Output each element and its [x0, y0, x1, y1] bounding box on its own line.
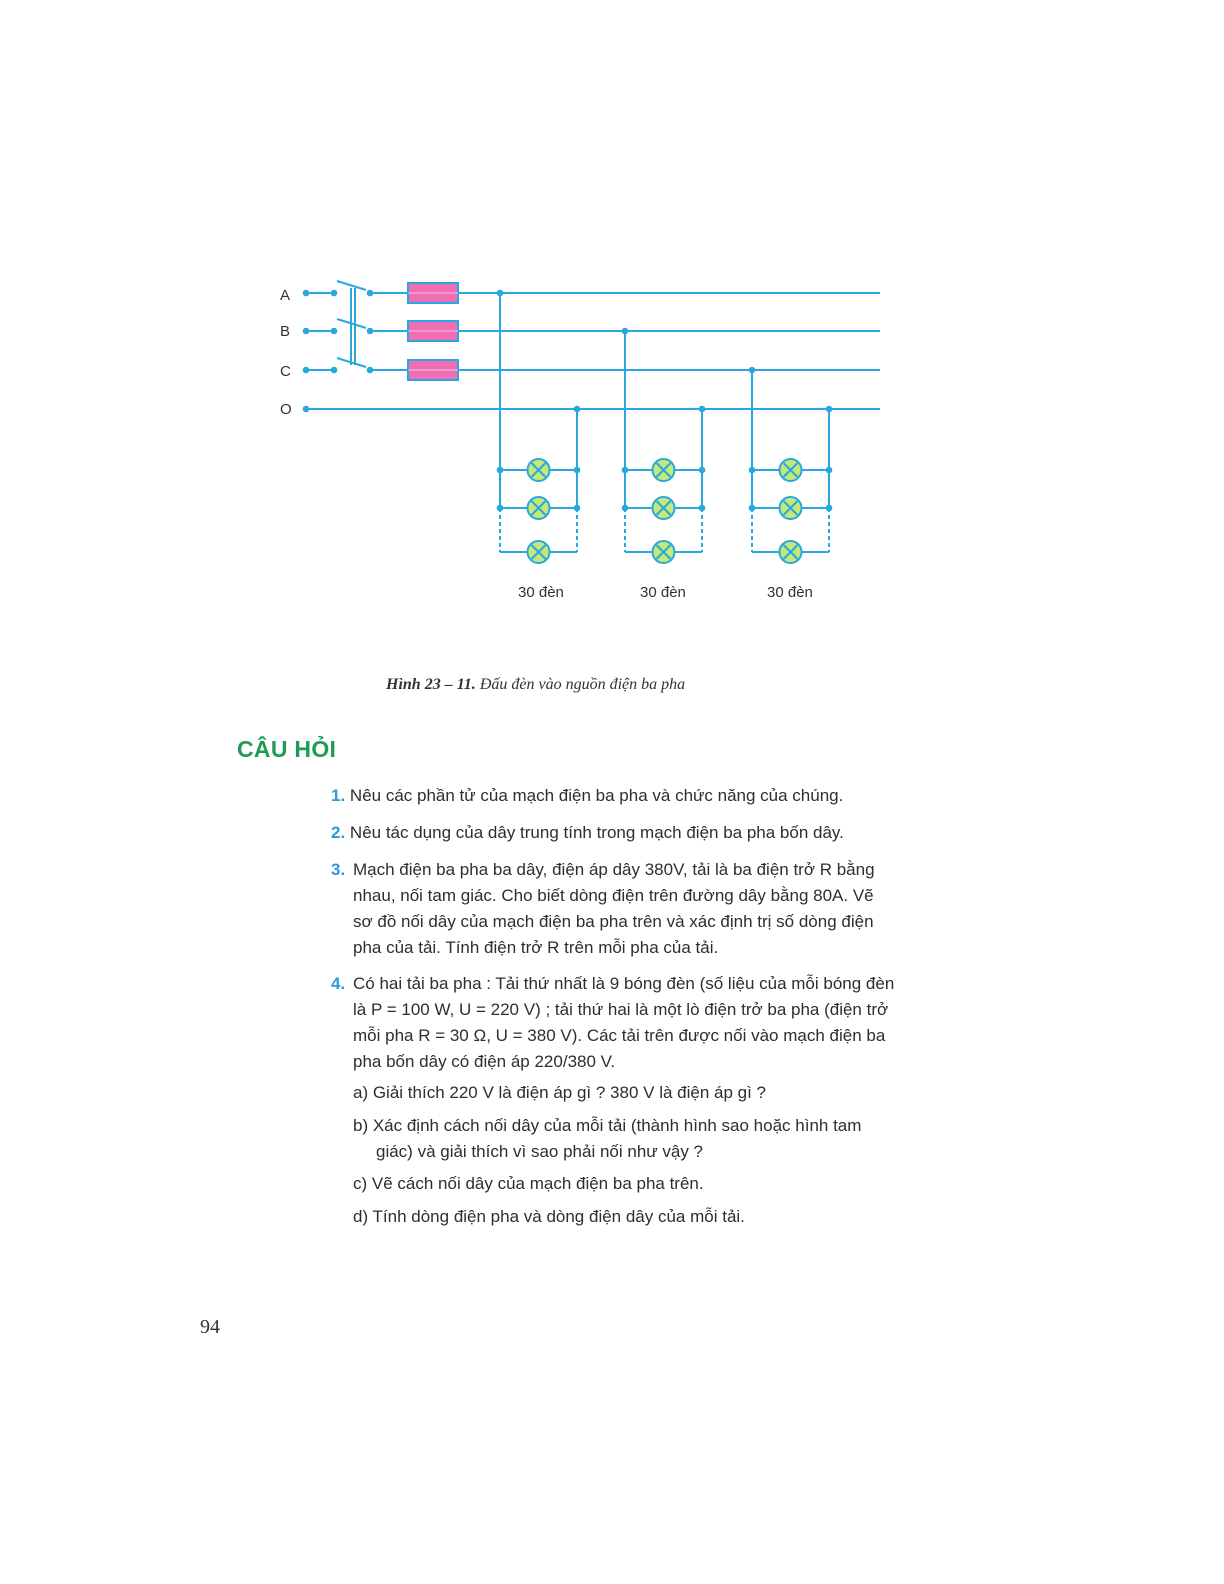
question-number: 3.: [331, 860, 346, 879]
question-number: 4.: [331, 974, 346, 993]
junction-dot: [497, 467, 504, 474]
junction-dot: [749, 367, 756, 374]
question-1: [331, 783, 843, 809]
question-text: Nêu các phần tử của mạch điện ba pha và chức năng của chúng.: [349, 786, 844, 805]
phase-labels: [280, 287, 292, 418]
junction-dot: [303, 367, 310, 374]
question-text: Nêu tác dụng của dây trung tính trong mạch điện ba pha bốn dây.: [349, 823, 844, 842]
three-phase-circuit-diagram: [0, 0, 1224, 640]
question-line: pha của tải. Tính điện trở R trên mỗi pha của tải.: [353, 938, 719, 957]
lamp-group-3: [752, 370, 829, 563]
section-title: CÂU HỎI: [237, 736, 337, 762]
junction-dot: [367, 367, 374, 374]
junction-dot: [622, 328, 629, 335]
junction-dot: [303, 290, 310, 297]
page-number: 94: [200, 1316, 220, 1338]
group-label-2: 30 đèn: [640, 584, 686, 601]
junction-dot: [331, 328, 338, 335]
subquestion-line: a) Giải thích 220 V là điện áp gì ? 380 V là điện áp gì ?: [353, 1083, 767, 1102]
junction-dot: [367, 328, 374, 335]
phase-label-o: O: [280, 401, 292, 418]
phase-label-a: A: [280, 287, 291, 304]
question-line: Mạch điện ba pha ba dây, điện áp dây 380V, tải là ba điện trở R bằng: [353, 860, 875, 879]
question-number: 1.: [331, 786, 346, 805]
question-line: pha bốn dây có điện áp 220/380 V.: [353, 1052, 616, 1071]
wires: [304, 281, 880, 409]
figure-caption-text: Đấu đèn vào nguồn điện ba pha: [479, 676, 686, 693]
junction-dot: [574, 467, 581, 474]
question-line: Có hai tải ba pha : Tải thứ nhất là 9 bóng đèn (số liệu của mỗi bóng đèn: [353, 974, 895, 993]
phase-label-b: B: [280, 323, 291, 340]
junction-dot: [367, 290, 374, 297]
subquestion-d: [353, 1204, 745, 1230]
question-line: mỗi pha R = 30 Ω, U = 380 V). Các tải trên được nối vào mạch điện ba: [353, 1026, 886, 1045]
junction-dot: [699, 406, 706, 413]
junction-dot: [574, 406, 581, 413]
junction-dot: [331, 290, 338, 297]
question-3: [331, 857, 875, 961]
lamp-group-1: [500, 293, 577, 563]
figure-caption: [386, 676, 846, 694]
subquestion-c: [353, 1171, 704, 1197]
figure-caption-number: Hình 23 – 11.: [386, 676, 476, 693]
junction-dot: [622, 505, 629, 512]
junction-dot: [699, 467, 706, 474]
question-2: [331, 820, 844, 846]
junction-dot: [331, 367, 338, 374]
group-labels: [518, 584, 813, 601]
phase-label-c: C: [280, 363, 291, 380]
subquestion-line: giác) và giải thích vì sao phải nối như vậy ?: [376, 1142, 704, 1161]
question-4: [331, 971, 894, 1075]
junction-dot: [574, 505, 581, 512]
question-line: là P = 100 W, U = 220 V) ; tải thứ hai là một lò điện trở ba pha (điện trở: [353, 1000, 889, 1019]
junction-dot: [699, 505, 706, 512]
question-line: nhau, nối tam giác. Cho biết dòng điện trên đường dây bằng 80A. Vẽ: [353, 886, 874, 905]
group-label-1: 30 đèn: [518, 584, 564, 601]
question-line: sơ đồ nối dây của mạch điện ba pha trên và xác định trị số dòng điện: [353, 912, 874, 931]
junction-dot: [303, 328, 310, 335]
junction-dot: [497, 290, 504, 297]
junction-dot: [826, 467, 833, 474]
junction-dot: [622, 467, 629, 474]
subquestion-a: [353, 1080, 766, 1106]
fuses: [408, 283, 458, 380]
subquestion-line: d) Tính dòng điện pha và dòng điện dây của mỗi tải.: [353, 1207, 745, 1226]
lamp-group-2: [625, 331, 702, 563]
group-label-3: 30 đèn: [767, 584, 813, 601]
subquestion-line: c) Vẽ cách nối dây của mạch điện ba pha trên.: [353, 1174, 704, 1193]
junction-dot: [303, 406, 310, 413]
question-number: 2.: [331, 823, 346, 842]
subquestion-b: [353, 1113, 861, 1165]
junction-dot: [497, 505, 504, 512]
junction-dot: [749, 505, 756, 512]
junction-dot: [749, 467, 756, 474]
subquestion-line: b) Xác định cách nối dây của mỗi tải (thành hình sao hoặc hình tam: [353, 1116, 862, 1135]
lamp-groups: [500, 293, 829, 563]
junction-dot: [826, 505, 833, 512]
junction-dot: [826, 406, 833, 413]
